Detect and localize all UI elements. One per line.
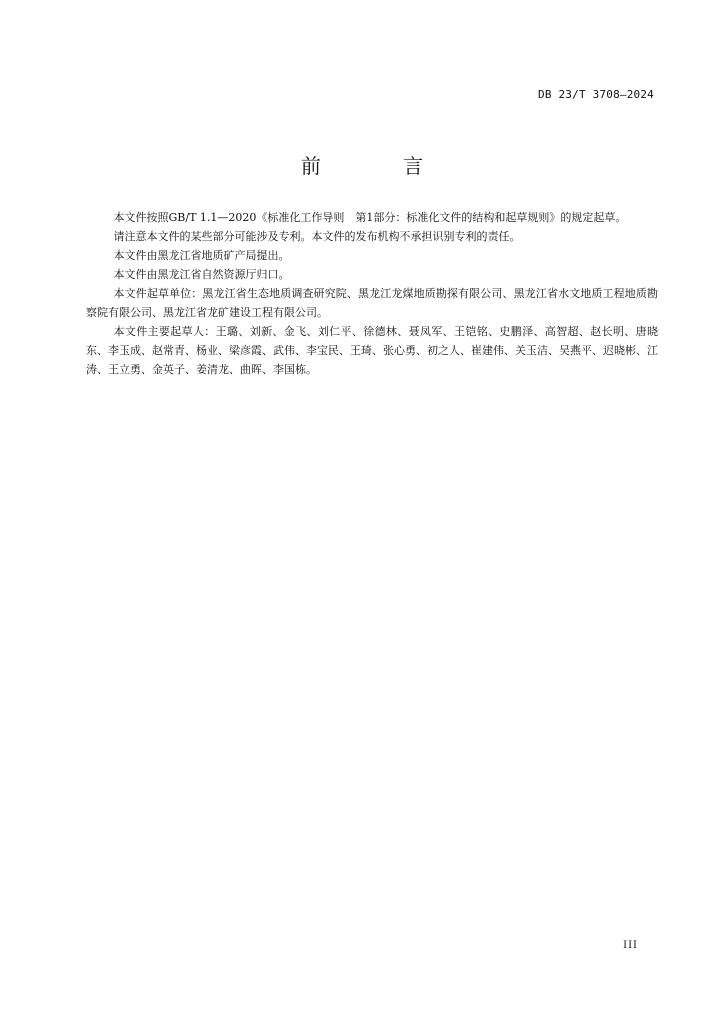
page-title: 前 言 [300,154,462,178]
page-number: III [623,940,638,951]
paragraph-patent-notice: 请注意本文件的某些部分可能涉及专利。本文件的发布机构不承担识别专利的责任。 [113,230,521,243]
paragraph-proposer: 本文件由黑龙江省地质矿产局提出。 [113,249,290,262]
document-code: DB 23/T 3708—2024 [538,88,654,101]
paragraph-drafters: 本文件主要起草人：王璐、刘新、金飞、刘仁平、徐德林、聂凤军、王铠铭、史鹏泽、高智超、赵长明、唐晓东、李玉成、赵常青、杨业、梁彦霞、武伟、李宝民、王琦、张心勇、初之人、崔建伟、关玉洁、吴燕平、迟晓彬、江涛、王立勇、金英子、姜清龙、曲晖、李国栋。 [86,325,658,376]
paragraph-drafting-units: 本文件起草单位：黑龙江省生态地质调查研究院、黑龙江龙煤地质勘探有限公司、黑龙江省水文地质工程地质勘察院有限公司、黑龙江省龙矿建设工程有限公司。 [86,287,658,319]
paragraph-drafting-rules: 本文件按照GB/T 1.1—2020《标准化工作导则 第1部分：标准化文件的结构和起草规则》的规定起草。 [113,211,627,224]
foreword-body [86,208,658,379]
paragraph-administrator: 本文件由黑龙江省自然资源厅归口。 [113,268,290,281]
